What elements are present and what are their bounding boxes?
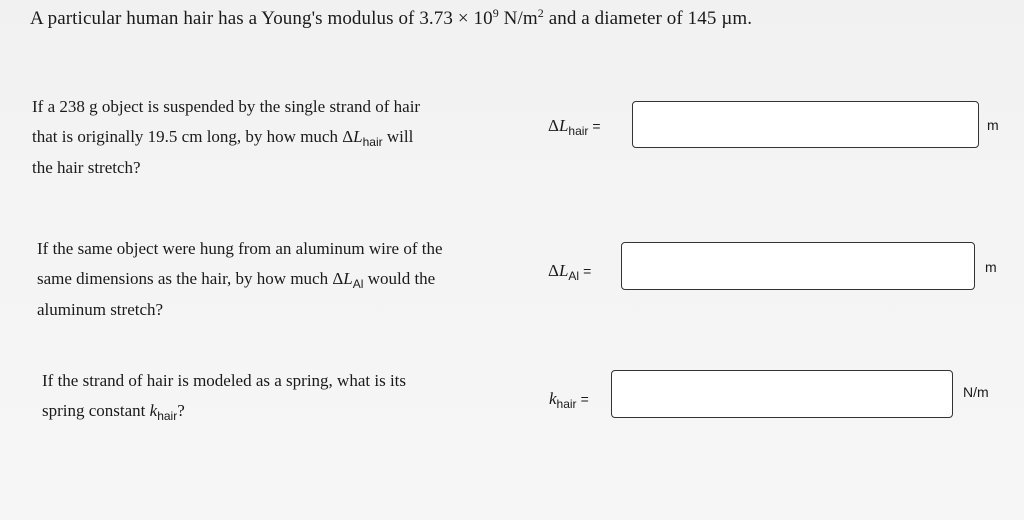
q3-label-eq: = bbox=[580, 391, 589, 407]
q1-label-var: L bbox=[558, 116, 569, 135]
q2-label-var: L bbox=[558, 261, 569, 280]
q1-line-2 bbox=[32, 122, 420, 153]
q3-label-var: k bbox=[549, 389, 557, 408]
k-hair-input[interactable] bbox=[611, 370, 953, 418]
q2-delta: Δ bbox=[332, 269, 344, 288]
q3-line-1: If the strand of hair is modeled as a spring, what is its bbox=[42, 371, 407, 390]
q2-line-2 bbox=[37, 264, 443, 295]
q1-answer-label bbox=[548, 116, 601, 136]
question-2-text bbox=[37, 234, 443, 325]
delta-l-al-input[interactable] bbox=[621, 242, 975, 290]
q1-label-eq: = bbox=[592, 118, 601, 134]
q1-line-3: the hair stretch? bbox=[32, 158, 141, 177]
q2-label-delta: Δ bbox=[548, 261, 559, 280]
q2-unit: m bbox=[985, 259, 997, 275]
problem-statement bbox=[30, 6, 752, 30]
q3-label-sub: hair bbox=[556, 397, 577, 411]
q3-line-2 bbox=[42, 396, 406, 427]
q2-var: L bbox=[343, 269, 353, 288]
q3-line-2-post: ? bbox=[177, 401, 185, 420]
q2-sub: Al bbox=[352, 277, 364, 291]
q2-answer-label bbox=[548, 261, 591, 281]
q1-var: L bbox=[353, 127, 363, 146]
q3-line-2-pre: spring constant bbox=[42, 401, 150, 420]
q1-sub: hair bbox=[362, 135, 383, 149]
q1-delta: Δ bbox=[342, 127, 354, 146]
q2-line-1: If the same object were hung from an aluminum wire of the bbox=[37, 239, 443, 258]
q3-unit: N/m bbox=[963, 384, 989, 400]
question-1-text bbox=[32, 92, 420, 183]
header-text-mid: N/m bbox=[498, 8, 538, 29]
q1-unit: m bbox=[987, 117, 999, 133]
q1-line-1: If a 238 g object is suspended by the single strand of hair bbox=[32, 97, 421, 116]
q1-label-sub: hair bbox=[568, 124, 589, 138]
q3-var: k bbox=[149, 401, 158, 420]
exponent-two: 2 bbox=[537, 6, 544, 20]
header-text-post: and a diameter of 145 µm. bbox=[543, 8, 753, 29]
q2-line-2-pre: same dimensions as the hair, by how much bbox=[37, 269, 333, 288]
q2-label-sub: Al bbox=[568, 269, 580, 283]
q3-answer-label bbox=[549, 389, 589, 409]
header-text-pre: A particular human hair has a Young's modulus of 3.73 × 10 bbox=[30, 8, 493, 29]
delta-l-hair-input[interactable] bbox=[632, 101, 979, 148]
q2-line-2-post: would the bbox=[363, 269, 436, 288]
q2-line-3: aluminum stretch? bbox=[37, 300, 164, 319]
q1-line-2-pre: that is originally 19.5 cm long, by how much bbox=[32, 127, 343, 146]
question-3-text bbox=[42, 366, 406, 427]
exponent-nine: 9 bbox=[492, 6, 499, 20]
q2-label-eq: = bbox=[583, 263, 592, 279]
q1-label-delta: Δ bbox=[548, 116, 559, 135]
q1-line-2-post: will bbox=[382, 127, 414, 146]
q3-sub: hair bbox=[157, 409, 178, 423]
